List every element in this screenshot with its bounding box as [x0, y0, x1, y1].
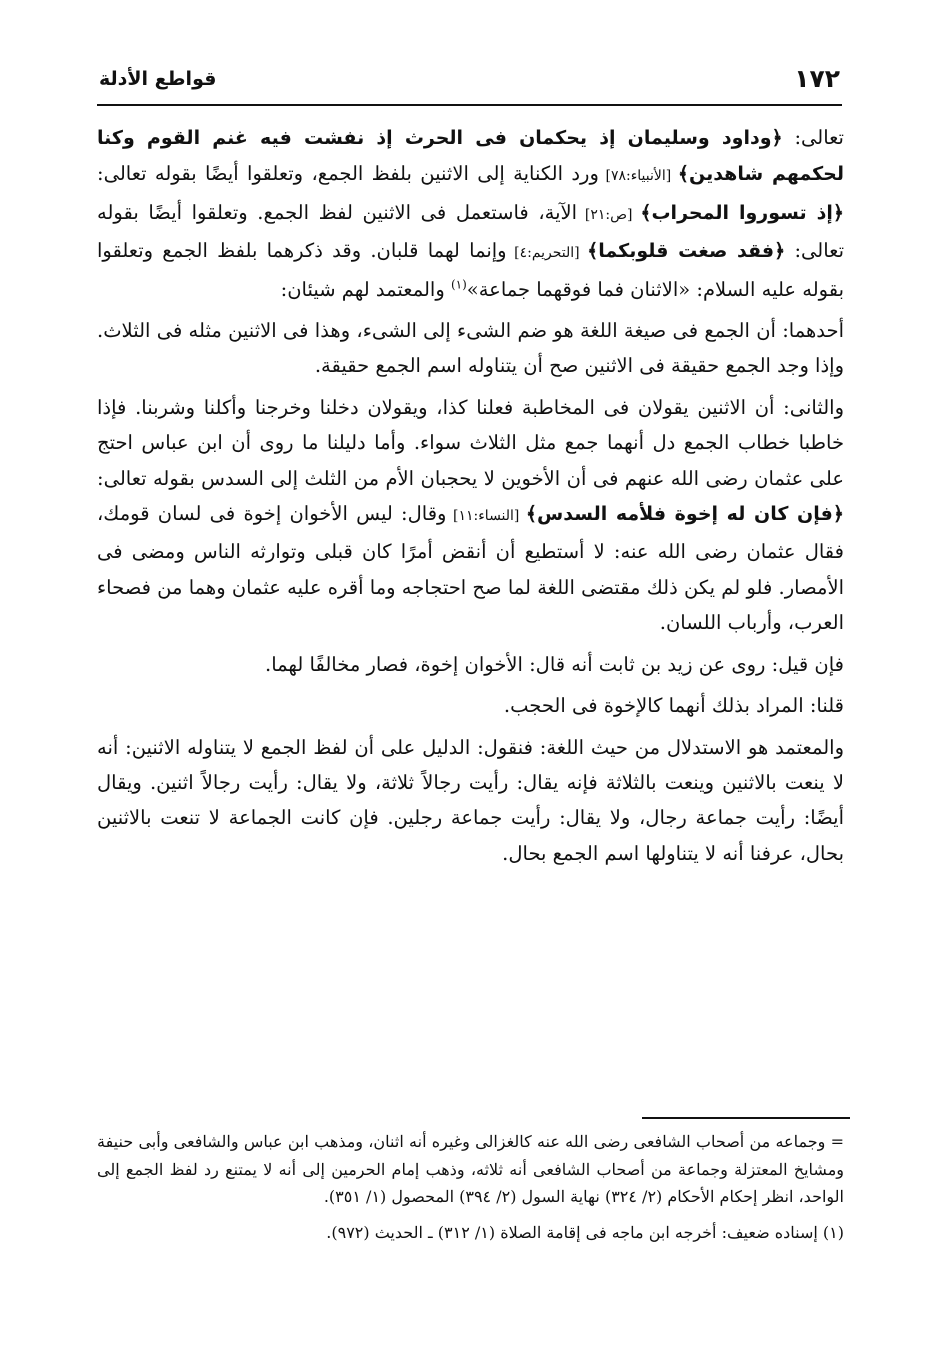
footnote-continuation: = وجماعه من أصحاب الشافعى رضى الله عنه كالغزالى وغيره أنه اثنان، ومذهب ابن عباس والشافعى وأبى حنيفة ومشايخ المعتزلة وجماعة من أصحاب الشافعى أنه ثلاثه، وذهب إمام الحرمين إلى أنه لا يمتنع رد لفظ الجمع إلى الواحد، انظر إحكام الأحكام (٢/ ٣٢٤) نهاية السول (٢/ ٣٩٤) المحصول (١/ ٣٥١). [97, 1132, 844, 1206]
page-header [97, 62, 842, 106]
quran-verse: ﴿فإن كان له إخوة فلأمه السدس﴾ [525, 503, 844, 526]
running-title: قواطع الأدلة [99, 68, 217, 90]
footnotes [97, 1128, 844, 1246]
footnote-1: (١) إسناده ضعيف: أخرجه ابن ماجه فى إقامة الصلاة (١/ ٣١٢) ـ الحديث (٩٧٢). [326, 1222, 844, 1242]
paragraph-4: فإن قيل: روى عن زيد بن ثابت أنه قال: الأخوان إخوة، فصار مخالفًا لهما. [265, 652, 844, 676]
main-text [97, 120, 844, 871]
footnote-separator [642, 1117, 850, 1119]
paragraph-5: قلنا: المراد بذلك أنهما كالإخوة فى الحجب. [503, 694, 844, 718]
paragraph-2: أحدهما: أن الجمع فى صيغة اللغة هو ضم الشىء إلى الشىء، وهذا فى الاثنين مثله فى الثلاث. وإذا وجد الجمع حقيقة فى الاثنين صح أن يتناوله اسم الجمع حقيقة. [97, 319, 844, 378]
quran-verse: ﴿وداود وسليمان إذ يحكمان فى الحرث إذ نفشت فيه غنم القوم وكنا لحكمهم شاهدين﴾ [97, 127, 844, 186]
verse-reference: [ص:٢١] [577, 206, 641, 223]
paragraph-1: تعالى: ﴿وداود وسليمان إذ يحكمان فى الحرث إذ نفشت فيه غنم القوم وكنا لحكمهم شاهدين﴾ [الأنبياء:٧٨] ورد الكناية إلى الاثنين بلفظ الجمع، وتعلقوا أيضًا بقوله تعالى: ﴿إذ تسوروا المحراب﴾ [ص:٢١] الآية، فاستعمل فى الاثنين لفظ الجمع. وتعلقوا أيضًا بقوله تعالى: ﴿فقد صغت قلوبكما﴾ [التحريم:٤] وإنما لهما قلبان. وقد ذكرهما بلفظ الجمع وتعلقوا بقوله عليه السلام: «الاثنان فما فوقهما جماعة»$^{(١)}$ والمعتمد لهم شيئان: [97, 126, 845, 301]
quran-verse: ﴿إذ تسوروا المحراب﴾ [640, 201, 844, 224]
footnote-marker: (١) [450, 277, 467, 292]
paragraph-3: والثانى: أن الاثنين يقولان فى المخاطبة فعلنا كذا، ويقولان دخلنا وخرجنا وأكلنا وشربنا. فإذا خاطبا خطاب الجمع دل أنهما جمع مثل الثلاث سواء. وأما دليلنا ما روى أن ابن عباس احتج على عثمان رضى الله عنهم فى أن الأخوين لا يحجبان الأم من الثلث إلى السدس بقوله تعالى: ﴿فإن كان له إخوة فلأمه السدس﴾ [النساء:١١] وقال: ليس الأخوان إخوة فى لسان قومك، فقال عثمان رضى الله عنه: لا أستطيع أن أنقض أمرًا كان قبلى وتوارثه الناس ومضى فى الأمصار. فلو لم يكن ذلك مقتضى اللغة لما صح احتجاجه وما أقره عليه عثمان وهما من فصحاء العرب، وأرباب اللسان. [97, 395, 844, 635]
verse-reference: [الأنبياء:٧٨] [598, 168, 678, 185]
paragraph-6: والمعتمد هو الاستدلال من حيث اللغة: فنقول: الدليل على أن لفظ الجمع لا يتناوله الاثنين: أنه لا ينعت بالاثنين وينعت بالثلاثة فإنه يقال: رأيت رجالاً ثلاثة، ولا يقال: رأيت رجالاً اثنين. ويقال أيضًا: رأيت جماعة رجال، ولا يقال: رأيت جماعة رجلين. فإن كانت الجماعة لا تنعت بالاثنين بحال، عرفنا أنه لا يتناولها اسم الجمع بحال. [97, 735, 844, 865]
verse-reference: [التحريم:٤] [506, 245, 588, 262]
verse-reference: [النساء:١١] [446, 508, 526, 525]
quran-verse: ﴿فقد صغت قلوبكما﴾ [587, 240, 786, 263]
page-number: ١٧٢ [794, 64, 840, 93]
